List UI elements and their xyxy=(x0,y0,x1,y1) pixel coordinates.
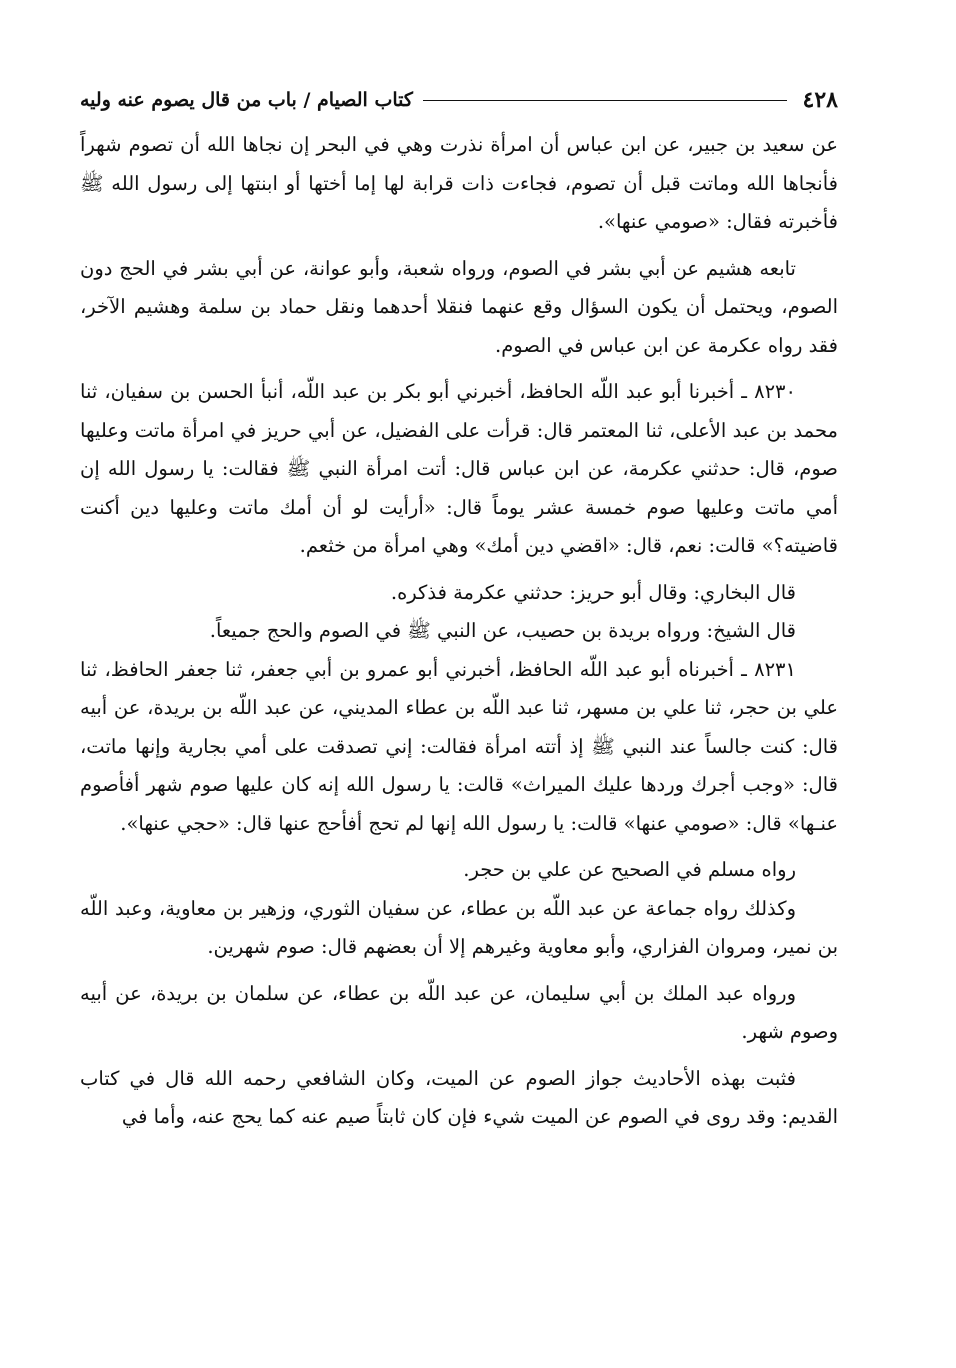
paragraph-narrators: وكذلك رواه جماعة عن عبد اللّه بن عطاء، عن سفيان الثوري، وزهير بن معاوية، وعبد اللّه بن نمير، ومروان الفزاري، وأبو معاوية وغيرهم إلا أن بعضهم قال: صوم شهرين. xyxy=(80,896,838,958)
paragraph-conclusion: فثبت بهذه الأحاديث جواز الصوم عن الميت، وكان الشافعي رحمه الله قال في كتاب القديم: وقد روى في الصوم عن الميت شيء فإن كان ثابتاً صيم عنه كما يحج عنه، وأما في xyxy=(80,1066,838,1128)
header-rule xyxy=(423,100,787,101)
paragraph-continuation: عن سعيد بن جبير، عن ابن عباس أن امرأة نذرت وهي في البحر إن نجاها الله أن تصوم شهراً فأنجاها الله وماتت قبل أن تصوم، فجاءت ذات قرابة لها إما أختها أو ابنتها إلى رسول الله ﷺ فأخبرته فقال: «صومي عنها». xyxy=(80,133,838,233)
hadith-8230: ٨٢٣٠ ـ أخبرنا أبو عبد اللّه الحافظ، أخبرني أبو بكر بن عبد اللّه، أنبأ الحسن بن سفيان، ثنا محمد بن عبد الأعلى، ثنا المعتمر قال: قرأت على الفضيل، عن أبي حريز في امرأة ماتت وعليها صوم، قال: حدثني عكرمة، عن ابن عباس قال: أتت امرأة النبي ﷺ فقالت: يا رسول الله إن أمي ماتت وعليها صوم خمسة عشر يوماً قال: «أرأيت لو أن أمك ماتت وعليها دين أكنت قاضيته؟» قالت: نعم، قال: «اقضي دين أمك» وهي امرأة من خثعم. xyxy=(80,380,838,557)
paragraph-abdulmalik: ورواه عبد الملك بن أبي سليمان، عن عبد اللّه بن عطاء، عن سلمان بن بريدة، عن أبيه وصوم شهر. xyxy=(80,981,838,1043)
page-number: ٤٢٨ xyxy=(802,87,838,113)
paragraph-sheikh-note: قال الشيخ: ورواه بريدة بن حصيب، عن النبي ﷺ في الصوم والحج جميعاً. xyxy=(209,619,796,642)
paragraph-bukhari-note: قال البخاري: وقال أبو حريز: حدثني عكرمة فذكره. xyxy=(390,580,796,604)
running-title: كتاب الصيام / باب من قال يصوم عنه وليه xyxy=(80,89,413,111)
paragraph-muslim-note: رواه مسلم في الصحيح عن علي بن حجر. xyxy=(463,858,796,881)
paragraph-commentary: تابعه هشيم عن أبي بشر في الصوم، ورواه شعبة، وأبو عوانة، عن أبي بشر في الحج دون الصوم، ويحتمل أن يكون السؤال وقع عنهما فنقلا أحدهما ونقل حماد بن سلمة وهشيم الآخر، فقد رواه عكرمة عن ابن عباس في الصوم. xyxy=(80,256,838,357)
hadith-8231: ٨٢٣١ ـ أخبرناه أبو عبد اللّه الحافظ، أخبرني أبو عمرو بن أبي جعفر، ثنا جعفر الحافظ، ثنا علي بن حجر، ثنا علي بن مسهر، ثنا عبد اللّه بن عطاء المديني، عن عبد اللّه بن بريدة، عن أبيه قال: كنت جالساً عند النبي ﷺ إذ أتته امرأة فقالت: إني تصدقت على أمي بجارية وإنها ماتت، قال: «وجب أجرك وردها عليك الميراث» قالت: يا رسول الله إنه كان عليها صوم شهر أفأصوم عنـها» قال: «صومي عنها» قالت: يا رسول الله إنها لم تحج أفأحج عنها قال: «حجي عنها». xyxy=(80,657,838,835)
page-header xyxy=(80,82,838,118)
page-body xyxy=(80,126,838,1137)
